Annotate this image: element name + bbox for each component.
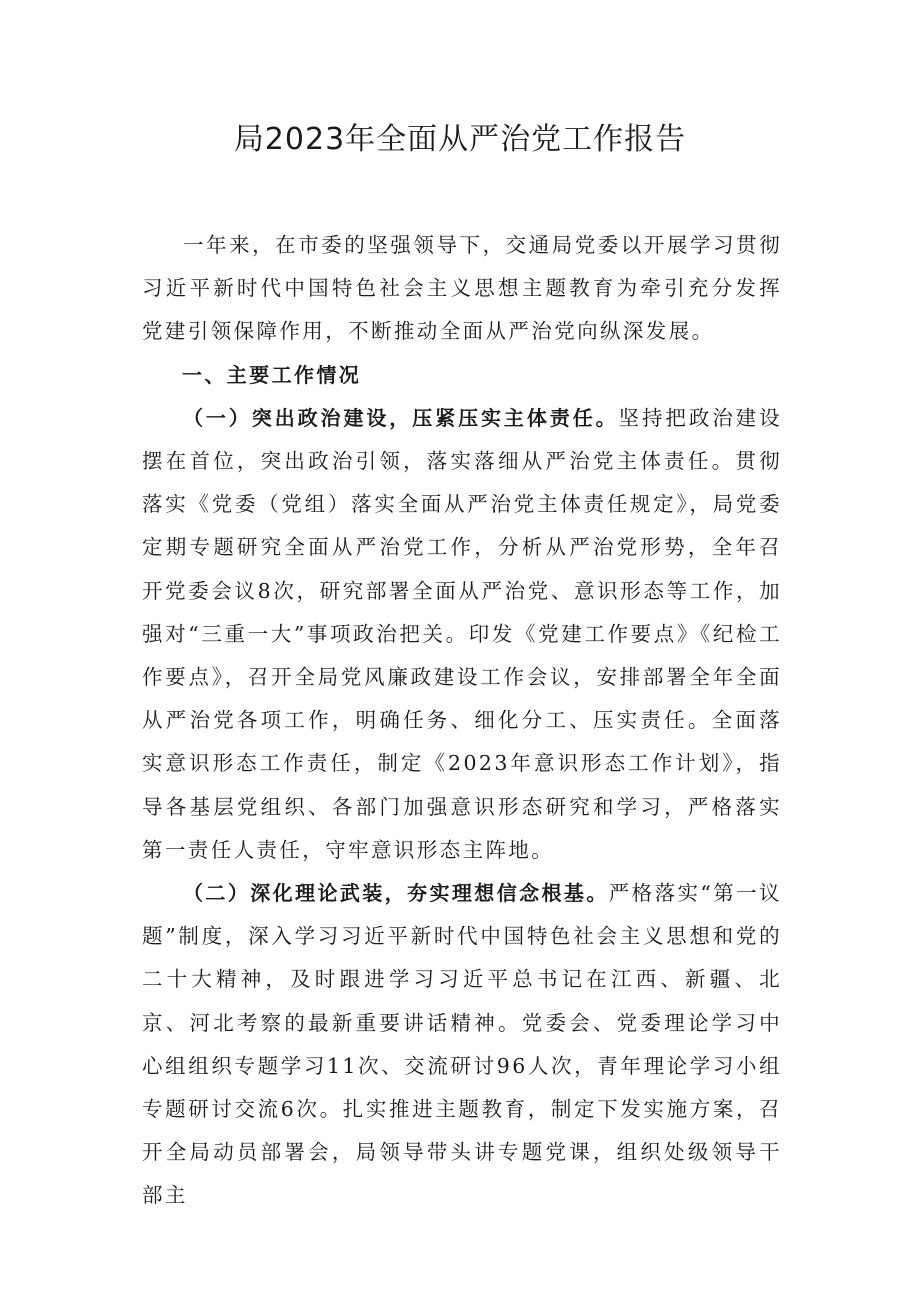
- item-paragraph-1: [142, 397, 782, 872]
- item-paragraph-2: [142, 872, 782, 1218]
- document-title: 局2023年全面从严治党工作报告: [233, 122, 687, 157]
- item-text-2: 严格落实“第一议题”制度，深入学习习近平新时代中国特色社会主义思想和党的二十大精神，及时跟进学习习近平总书记在江西、新疆、北京、河北考察的最新重要讲话精神。党委会、党委理论学习中心组组织专题学习11次、交流研讨96人次，青年理论学习小组专题研讨交流6次。扎实推进主题教育，制定下发实施方案，召开全局动员部署会，局领导带头讲专题党课，组织处级领导干部主: [142, 881, 782, 1208]
- item-lead-2: （二）深化理论武装，夯实理想信念根基。: [183, 881, 609, 906]
- section-heading: 一、主要工作情况: [182, 362, 362, 387]
- item-text-1: 坚持把政治建设摆在首位，突出政治引领，落实落细从严治党主体责任。贯彻落实《党委（党组）落实全面从严治党主体责任规定》，局党委定期专题研究全面从严治党工作，分析从严治党形势，全年召开党委会议8次，研究部署全面从严治党、意识形态等工作，加强对“三重一大”事项政治把关。印发《党建工作要点》《纪检工作要点》，召开全局党风廉政建设工作会议，安排部署全年全面从严治党各项工作，明确任务、细化分工、压实责任。全面落实意识形态工作责任，制定《2023年意识形态工作计划》，指导各基层党组织、各部门加强意识形态研究和学习，严格落实第一责任人责任，守牢意识形态主阵地。: [142, 405, 782, 862]
- document-body: [142, 224, 782, 1218]
- intro-paragraph: 一年来，在市委的坚强领导下，交通局党委以开展学习贯彻习近平新时代中国特色社会主义思想主题教育为牵引充分发挥党建引领保障作用，不断推动全面从严治党向纵深发展。: [142, 233, 782, 344]
- item-lead-1: （一）突出政治建设，压紧压实主体责任。: [183, 405, 619, 430]
